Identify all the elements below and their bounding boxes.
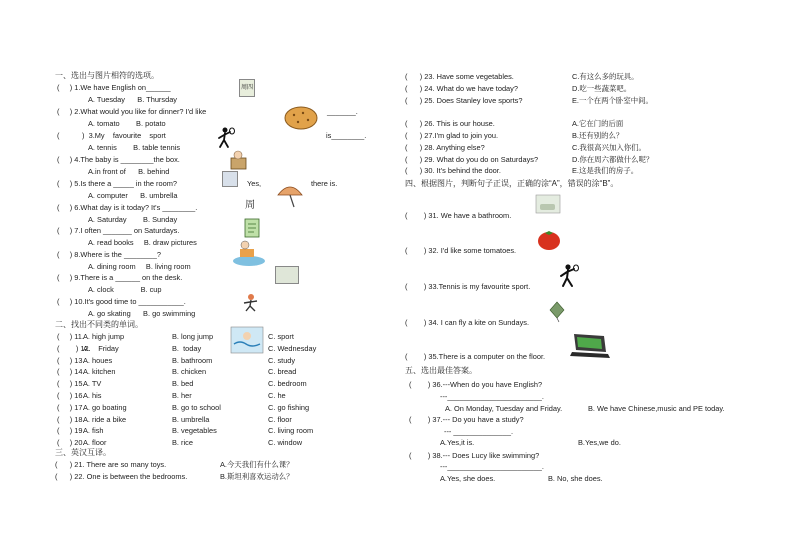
room-icon: [222, 171, 238, 187]
question-21: ( ) 21. There are so many toys.: [55, 460, 167, 469]
odd-row-18-a: A. ride a bike: [83, 414, 127, 424]
odd-row-18-b: B. umbrella: [172, 414, 210, 424]
odd-row-11-c: C. sport: [268, 332, 294, 341]
question-2: ( ) 2.What would you like for dinner? I'd like: [57, 107, 207, 116]
umbrella-icon: [276, 181, 304, 209]
odd-row-19-c: C. living room: [268, 426, 314, 436]
question-1: ( ) 1.We have English on______: [57, 83, 171, 92]
match-row-24-a: D.吃一些蔬菜吧。: [572, 84, 632, 93]
question-5: ( ) 5.Is there a _____ in the room?: [57, 179, 177, 188]
question-9-options: A. clock B. cup: [88, 285, 162, 294]
odd-row-17-a: A. go boating: [83, 402, 127, 412]
match-row-26-a: A.它在门的后面: [572, 119, 624, 128]
odd-row-15-n: ( ) 15.: [57, 379, 85, 389]
odd-row-17-b: B. go to school: [172, 402, 221, 412]
section-1-title: 一、选出与图片相符的选项。: [55, 71, 159, 80]
tf-question-35: ( ) 35.There is a computer on the floor.: [405, 352, 546, 361]
tomato-icon: [536, 229, 562, 251]
odd-row-16-a: A. his: [83, 391, 102, 400]
match-row-23-a: C.有这么多的玩具。: [572, 72, 639, 81]
odd-row-12-c: C. Wednesday: [268, 343, 317, 353]
odd-row-20-c: C. window: [268, 438, 303, 448]
odd-row-19-n: ( ) 19.: [57, 426, 85, 436]
question-5-yes: Yes,: [247, 179, 262, 188]
question-36-option-a: A. On Monday, Tuesday and Friday.: [445, 404, 563, 413]
odd-row-11-b: B. long jump: [172, 332, 214, 341]
question-37-option-b: B.Yes,we do.: [578, 438, 621, 447]
question-36-option-b: B. We have Chinese,music and PE today.: [588, 404, 725, 413]
question-38-option-b: B. No, she does.: [548, 474, 603, 483]
odd-row-13-b: B. bathroom: [172, 355, 213, 365]
drawing-icon: [242, 216, 262, 240]
question-38: ( ) 38.--- Does Lucy like swimming?: [409, 451, 540, 460]
answer-a-cn: A.今天我们有什么课？: [220, 460, 294, 469]
question-7-options: A. read books B. draw pictures: [88, 238, 197, 247]
skating-icon: [240, 293, 262, 313]
odd-row-17-n: ( ) 17.: [57, 402, 85, 412]
question-2-options: A. tomato B. potato: [88, 119, 166, 128]
odd-row-15-a: A. TV: [83, 379, 102, 389]
question-38-option-a: A.Yes, she does.: [440, 474, 496, 483]
question-9: ( ) 9.There is a ______ on the desk.: [57, 273, 183, 282]
odd-row-12-a: A. Friday: [83, 343, 119, 353]
question-2-blank: _______.: [327, 107, 358, 116]
odd-row-12-b: B. today: [172, 343, 202, 353]
tennis-player-icon: [216, 127, 236, 149]
tf-question-33: ( ) 33.Tennis is my favourite sport.: [405, 282, 531, 291]
odd-row-12-n: ( ) 12.: [57, 343, 91, 353]
section-4-title: 四、根据图片，判断句子正误，正确的涂“A”，错误的涂“B”。: [405, 179, 619, 188]
question-3-options: A. tennis B. table tennis: [88, 143, 181, 152]
odd-row-18-n: ( ) 18.: [57, 414, 85, 424]
calendar-week-icon: [243, 197, 257, 215]
swimming-icon: [230, 326, 264, 354]
odd-row-14-n: ( ) 14.: [57, 367, 85, 377]
odd-row-20-a: A. floor: [83, 438, 107, 448]
odd-row-11-n: ( ) 11.: [57, 332, 84, 341]
match-row-27-q: ( ) 27.I'm glad to join you.: [405, 131, 499, 140]
odd-row-16-n: ( ) 16.: [57, 391, 85, 400]
match-row-26-q: ( ) 26. This is our house.: [405, 119, 495, 128]
odd-row-14-c: C. bread: [268, 367, 297, 377]
question-4-options: A.in front of B. behind: [88, 167, 170, 176]
odd-row-14-b: B. chicken: [172, 367, 207, 377]
odd-row-16-b: B. her: [172, 391, 192, 400]
question-6-options: A. Saturday B. Sunday: [88, 215, 178, 224]
potato-icon: [283, 104, 319, 132]
odd-row-15-c: C. bedroom: [268, 379, 307, 389]
bathroom-icon: [535, 194, 561, 214]
question-22: ( ) 22. One is between the bedrooms.: [55, 472, 188, 481]
odd-row-20-b: B. rice: [172, 438, 193, 448]
question-3-tail: is________.: [326, 131, 367, 140]
question-7: ( ) 7.I often _______ on Saturdays.: [57, 226, 180, 235]
question-10: ( ) 10.It's good time to ___________.: [57, 297, 186, 306]
calendar-thursday-icon: [239, 79, 255, 97]
odd-row-20-n: ( ) 20.: [57, 438, 85, 448]
question-1-options: A. Tuesday B. Thursday: [88, 95, 178, 104]
question-36-blank: ---_______________________.: [440, 392, 544, 401]
tf-question-34: ( ) 34. I can fly a kite on Sundays.: [405, 318, 530, 327]
question-36: ( ) 36.---When do you have English?: [409, 380, 543, 389]
odd-row-11-a: A. high jump: [83, 332, 125, 341]
calendar-icon-label: 周四: [240, 85, 253, 91]
question-37-blank: --- ______________.: [444, 427, 514, 436]
question-5-tail: there is.: [311, 179, 338, 188]
odd-row-13-n: ( ) 13.: [57, 355, 85, 365]
match-row-28-q: ( ) 28. Anything else?: [405, 143, 485, 152]
odd-row-15-b: B. bed: [172, 379, 194, 389]
odd-row-16-c: C. he: [268, 391, 286, 400]
match-row-24-q: ( ) 24. What do we have today?: [405, 84, 518, 93]
tf-question-31: ( ) 31. We have a bathroom.: [405, 211, 512, 220]
tennis-icon: [558, 264, 580, 290]
section-3-title: 三、英汉互译。: [55, 448, 111, 457]
match-row-30-a: E.这是我们的房子。: [572, 166, 639, 175]
match-row-27-a: B.还有别的么？: [572, 131, 624, 140]
question-38-blank: ---_______________________.: [440, 462, 544, 471]
question-3: ( ) 3.My favourite sport: [57, 131, 166, 140]
answer-b-cn: B.斯坦利喜欢运动么？: [220, 472, 294, 481]
computer-icon: [568, 332, 612, 360]
odd-row-19-a: A. fish: [83, 426, 104, 436]
match-row-28-a: C.我很高兴加入你们。: [572, 143, 646, 152]
section-2-title: 二、找出不同类的单词。: [55, 320, 143, 329]
match-row-29-q: ( ) 29. What do you do on Saturdays?: [405, 155, 539, 164]
question-6: ( ) 6.What day is it today? It's ________.: [57, 203, 198, 212]
match-row-25-q: ( ) 25. Does Stanley love sports?: [405, 96, 523, 105]
question-37: ( ) 37.--- Do you have a study?: [409, 415, 524, 424]
question-8-options: A. dining room B. living room: [88, 262, 191, 271]
odd-row-14-a: A. kitchen: [83, 367, 116, 377]
odd-row-19-b: B. vegetables: [172, 426, 217, 436]
kite-icon: [548, 301, 566, 323]
odd-row-18-c: C. floor: [268, 414, 292, 424]
calendar-week-label: 周: [245, 200, 255, 211]
match-row-25-a: E.一个在两个卧室中间。: [572, 96, 653, 105]
section-5-title: 五、选出最佳答案。: [405, 366, 477, 375]
odd-row-17-c: C. go fishing: [268, 402, 310, 412]
question-5-options: A. computer B. umbrella: [88, 191, 178, 200]
desk-icon: [275, 266, 299, 284]
living-room-icon: [232, 239, 266, 267]
odd-row-13-c: C. study: [268, 355, 296, 365]
question-4: ( ) 4.The baby is ________the box.: [57, 155, 180, 164]
question-8: ( ) 8.Where is the ________?: [57, 250, 161, 259]
match-row-23-q: ( ) 23. Have some vegetables.: [405, 72, 514, 81]
question-10-options: A. go skating B. go swimming: [88, 309, 196, 318]
baby-box-icon: [228, 150, 250, 170]
tf-question-32: ( ) 32. I'd like some tomatoes.: [405, 246, 517, 255]
question-37-option-a: A.Yes,it is.: [440, 438, 475, 447]
odd-row-13-a: A. houes: [83, 355, 113, 365]
match-row-30-q: ( ) 30. It's behind the door.: [405, 166, 501, 175]
match-row-29-a: D.你在周六都做什么呢？: [572, 155, 654, 164]
